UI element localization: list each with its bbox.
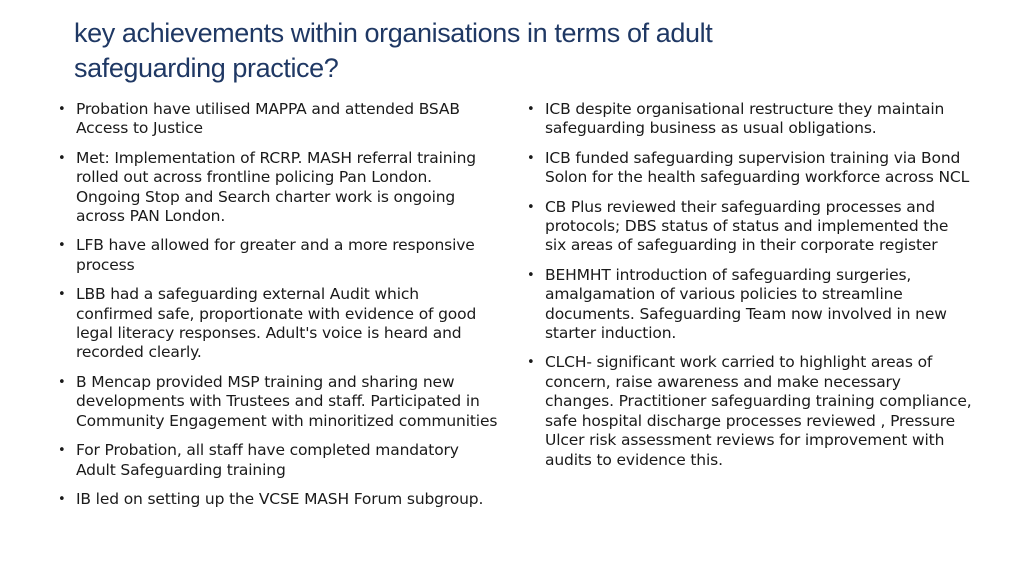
bullet-text: B Mencap provided MSP training and sharing new developments with Trustees and staff. Participated in Community Engagement with minoritized communities: [76, 372, 498, 430]
bullet-text: IB led on setting up the VCSE MASH Forum subgroup.: [76, 489, 484, 508]
bullet-dot-icon: •: [58, 102, 66, 117]
bullet-dot-icon: •: [58, 443, 66, 459]
bullet-dot-icon: •: [527, 102, 535, 117]
bullet-dot-icon: •: [58, 287, 66, 303]
bullet-text: LFB have allowed for greater and a more responsive process: [76, 236, 475, 274]
bullet-item: [58, 441, 500, 480]
bullet-text: BEHMHT introduction of safeguarding surgeries, amalgamation of various policies to streamline documents. Safeguarding Team now involved in new starter induction.: [545, 265, 947, 343]
bullet-item: [58, 285, 500, 363]
bullet-item: [58, 490, 500, 509]
bullet-item: [527, 149, 973, 188]
bullet-item: [58, 236, 500, 275]
slide-title: [74, 16, 974, 86]
bullet-text: LBB had a safeguarding external Audit which confirmed safe, proportionate with evidence of good legal literacy responses. Adult's voice is heard and recorded clearly.: [76, 285, 477, 362]
bullet-text: Met: Implementation of RCRP. MASH referral training rolled out across frontline policing Pan London. Ongoing Stop and Search charter work is ongoing across PAN London.: [76, 148, 476, 226]
bullet-dot-icon: •: [58, 374, 66, 390]
bullet-item: [58, 100, 500, 139]
bullet-dot-icon: •: [527, 267, 535, 283]
bullet-item: [58, 373, 500, 431]
bullet-text: ICB despite organisational restructure they maintain safeguarding business as usual obligations.: [545, 100, 945, 138]
bullet-text: For Probation, all staff have completed mandatory Adult Safeguarding training: [76, 441, 459, 479]
bullet-dot-icon: •: [527, 150, 535, 166]
bullet-text: ICB funded safeguarding supervision training via Bond Solon for the health safeguarding workforce across NCL: [545, 148, 970, 187]
bullet-dot-icon: •: [527, 199, 535, 215]
bullet-dot-icon: •: [58, 238, 66, 254]
bullet-item: [527, 353, 973, 469]
right-bullet-list: [527, 100, 973, 480]
bullet-dot-icon: •: [58, 150, 66, 166]
bullet-text: CLCH- significant work carried to highlight areas of concern, raise awareness and make necessary changes. Practitioner safeguarding training compliance, safe hospital discharge processes reviewed , Pressure Ulcer risk assessment reviews for improvement with audits to evidence this.: [545, 353, 972, 469]
slide-title-line-1: key achievements within organisations in terms of adult: [74, 18, 713, 48]
bullet-item: [527, 198, 973, 256]
bullet-text: CB Plus reviewed their safeguarding processes and protocols; DBS status of status and implemented the six areas of safeguarding in their corporate register: [545, 197, 949, 255]
left-bullet-list: [58, 100, 500, 519]
bullet-dot-icon: •: [58, 491, 66, 507]
slide-title-line-2: safeguarding practice?: [74, 53, 339, 83]
bullet-text: Probation have utilised MAPPA and attended BSAB Access to Justice: [76, 100, 460, 138]
bullet-item: [527, 266, 973, 344]
bullet-dot-icon: •: [527, 355, 535, 371]
bullet-item: [58, 149, 500, 227]
bullet-item: [527, 100, 973, 139]
